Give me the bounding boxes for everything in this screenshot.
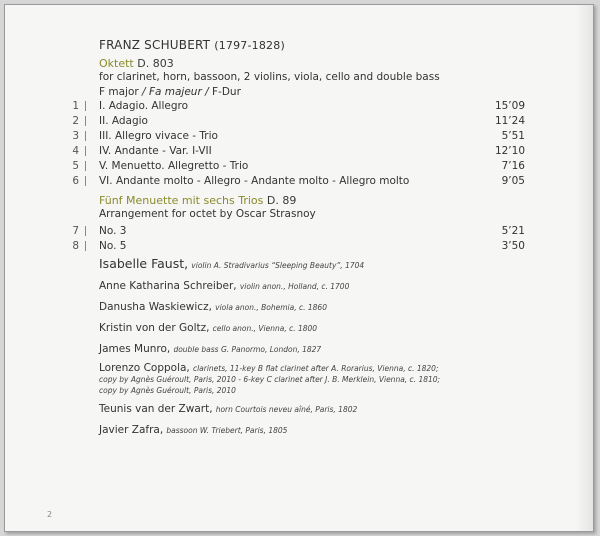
- performer-instrument: viola anon., Bohemia, c. 1860: [215, 303, 327, 312]
- track-row: [5, 159, 525, 173]
- track-row: [5, 129, 525, 143]
- key-sep-1: /: [142, 86, 146, 98]
- track-row: [5, 224, 525, 238]
- performer-entry: [99, 402, 569, 417]
- performer-instrument-cont: copy by Agnès Guéroult, Paris, 2010 - 6-key C clarinet after J. B. Merklein, Vienna, c. 1810;: [99, 375, 441, 384]
- track-title: No. 5: [99, 240, 127, 252]
- track-duration: 3’50: [501, 240, 525, 252]
- track-divider: [85, 161, 86, 171]
- performer-instrument: horn Courtois neveu aîné, Paris, 1802: [215, 405, 358, 414]
- track-title: I. Adagio. Allegro: [99, 100, 189, 112]
- track-divider: [85, 241, 86, 251]
- work-title: [99, 194, 539, 207]
- track-divider: [85, 226, 86, 236]
- track-title: No. 3: [99, 225, 127, 237]
- track-duration: 7’16: [501, 160, 525, 172]
- track-row: [5, 114, 525, 128]
- performer-entry: [99, 279, 569, 294]
- track-title: IV. Andante - Var. I-VII: [99, 145, 212, 157]
- performer-entry: [99, 342, 569, 357]
- track-number: 1: [72, 100, 79, 112]
- track-number: 5: [72, 160, 79, 172]
- work-key: [99, 85, 539, 100]
- key-sep-2: /: [205, 86, 209, 98]
- performer-name: Anne Katharina Schreiber,: [99, 280, 237, 292]
- track-number: 3: [72, 130, 79, 142]
- performer-entry: [99, 257, 569, 273]
- track-number: 2: [72, 115, 79, 127]
- track-number: 4: [72, 145, 79, 157]
- performer-name: Lorenzo Coppola,: [99, 362, 190, 374]
- performer-entry: [99, 363, 569, 396]
- work-menuette-header: [99, 194, 539, 222]
- work-title-text: Fünf Menuette mit sechs Trios: [99, 194, 264, 207]
- work-title: [99, 57, 539, 70]
- track-divider: [85, 101, 86, 111]
- track-divider: [85, 146, 86, 156]
- track-divider: [85, 176, 86, 186]
- performer-list: [99, 257, 569, 444]
- key-en: F major: [99, 86, 139, 98]
- work-title-text: Oktett: [99, 57, 134, 70]
- track-divider: [85, 116, 86, 126]
- performer-instrument: bassoon W. Triebert, Paris, 1805: [166, 426, 288, 435]
- performer-entry: [99, 321, 569, 336]
- track-duration: 15’09: [494, 100, 525, 112]
- track-row: [5, 99, 525, 113]
- performer-name: Kristin von der Goltz,: [99, 322, 210, 334]
- performer-name: Isabelle Faust,: [99, 256, 189, 271]
- performer-instrument: violin anon., Holland, c. 1700: [239, 282, 350, 291]
- track-duration: 5’21: [501, 225, 525, 237]
- page-spine-shadow: [575, 5, 593, 531]
- work-oktett-header: [99, 57, 539, 100]
- track-title: V. Menuetto. Allegretto - Trio: [99, 160, 249, 172]
- key-fr: Fa majeur: [148, 86, 202, 98]
- key-de: F-Dur: [212, 86, 241, 98]
- work-catalog: D. 89: [266, 194, 297, 207]
- track-number: 8: [72, 240, 79, 252]
- track-title: VI. Andante molto - Allegro - Andante molto - Allegro molto: [99, 175, 410, 187]
- performer-instrument-cont: copy by Agnès Guéroult, Paris, 2010: [99, 386, 236, 395]
- track-title: II. Adagio: [99, 115, 148, 127]
- booklet-page: [4, 4, 594, 532]
- track-duration: 12’10: [494, 145, 525, 157]
- performer-instrument: clarinets, 11-key B flat clarinet after A. Rorarius, Vienna, c. 1820;: [192, 364, 439, 373]
- work-arrangement: Arrangement for octet by Oscar Strasnoy: [99, 208, 316, 220]
- track-duration: 9’05: [501, 175, 525, 187]
- performer-instrument: cello anon., Vienna, c. 1800: [212, 324, 318, 333]
- track-duration: 11’24: [494, 115, 525, 127]
- performer-instrument: violin A. Stradivarius “Sleeping Beauty”, 1704: [191, 261, 365, 270]
- track-number: 7: [72, 225, 79, 237]
- composer-name: FRANZ SCHUBERT: [99, 38, 211, 52]
- track-divider: [85, 131, 86, 141]
- track-number: 6: [72, 175, 79, 187]
- performer-name: Danusha Waskiewicz,: [99, 301, 212, 313]
- page-number: 2: [47, 510, 53, 519]
- performer-entry: [99, 423, 569, 438]
- track-duration: 5’51: [501, 130, 525, 142]
- track-row: [5, 144, 525, 158]
- work-instrumentation: for clarinet, horn, bassoon, 2 violins, viola, cello and double bass: [99, 71, 440, 83]
- performer-name: Teunis van der Zwart,: [99, 403, 213, 415]
- composer-dates: (1797-1828): [214, 39, 285, 52]
- performer-name: James Munro,: [99, 343, 171, 355]
- performer-instrument: double bass G. Panormo, London, 1827: [173, 345, 322, 354]
- track-row: [5, 174, 525, 188]
- composer-heading: [99, 38, 285, 52]
- track-row: [5, 239, 525, 253]
- track-title: III. Allegro vivace - Trio: [99, 130, 218, 142]
- performer-name: Javier Zafra,: [99, 424, 164, 436]
- work-catalog: D. 803: [137, 57, 174, 70]
- performer-entry: [99, 300, 569, 315]
